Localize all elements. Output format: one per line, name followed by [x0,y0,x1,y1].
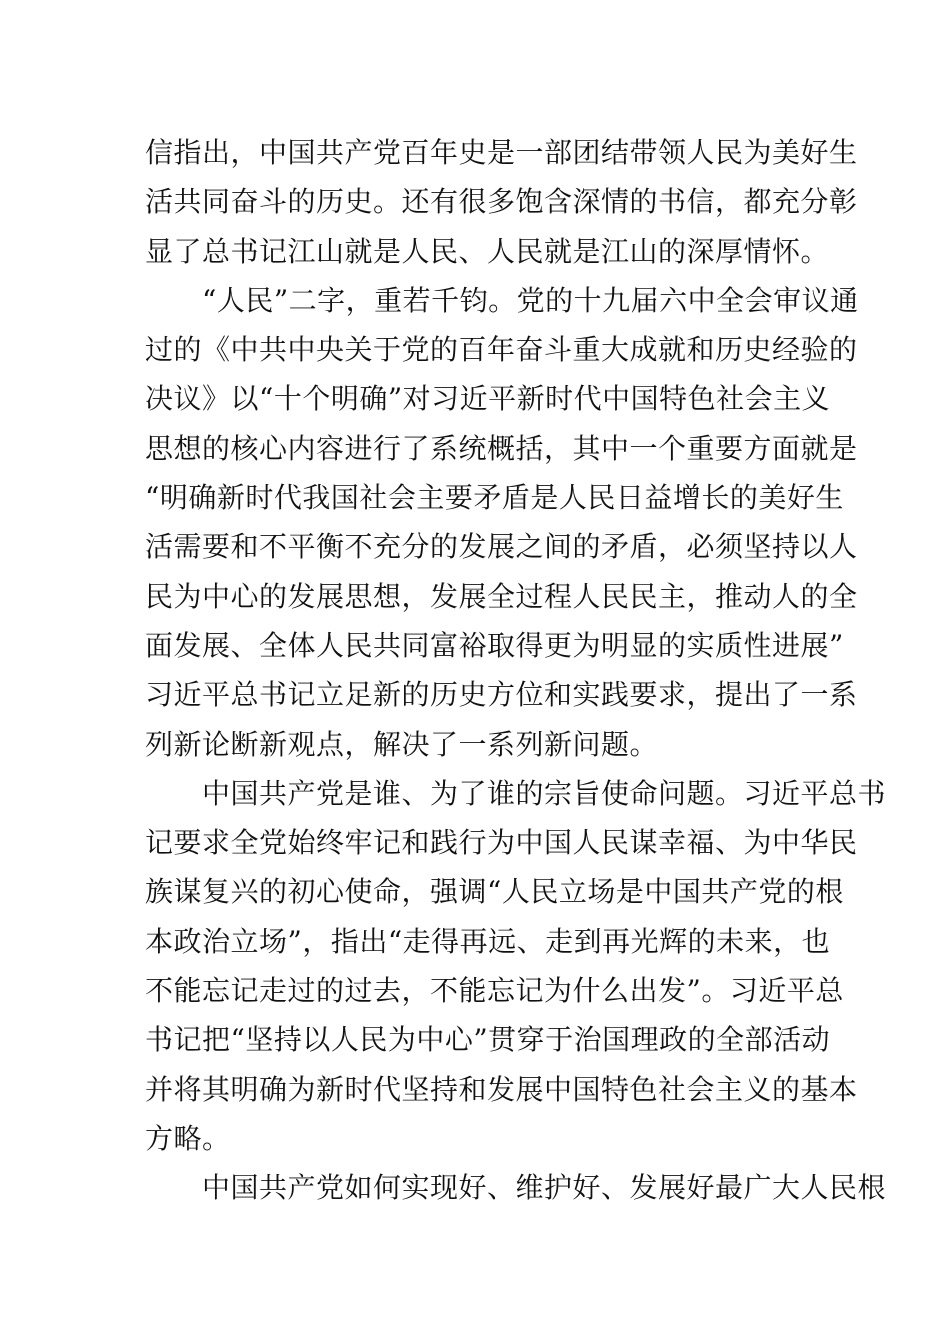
text-line-9: 活需要和不平衡不充分的发展之间的矛盾，必须坚持以人 [145,530,858,564]
text-line-8: “明确新时代我国社会主要矛盾是人民日益增长的美好生 [145,481,844,515]
text-line-15: 记要求全党始终牢记和践行为中国人民谋幸福、为中华民 [145,826,858,860]
text-line-4: “人民”二字，重若千钧。党的十九届六中全会审议通 [145,283,859,317]
text-line-3: 显了总书记江山就是人民、人民就是江山的深厚情怀。 [145,234,830,268]
text-line-11: 面发展、全体人民共同富裕取得更为明显的实质性进展” [145,628,844,662]
text-line-17: 本政治立场”，指出“走得再远、走到再光辉的未来，也 [145,924,831,958]
text-line-22: 中国共产党如何实现好、维护好、发展好最广大人民根 [145,1171,887,1205]
text-line-21: 方略。 [145,1121,231,1155]
document-body [145,128,887,1213]
text-line-18: 不能忘记走过的过去，不能忘记为什么出发”。习近平总 [145,974,844,1008]
text-line-13: 列新论断新观点，解决了一系列新问题。 [145,727,659,761]
text-line-5: 过的《中共中央关于党的百年奋斗重大成就和历史经验的 [145,333,858,367]
text-line-12: 习近平总书记立足新的历史方位和实践要求，提出了一系 [145,678,858,712]
text-line-7: 思想的核心内容进行了系统概括，其中一个重要方面就是 [145,431,858,465]
text-line-2: 活共同奋斗的历史。还有很多饱含深情的书信，都充分彰 [145,185,858,219]
text-line-14: 中国共产党是谁、为了谁的宗旨使命问题。习近平总书 [145,776,887,810]
text-line-19: 书记把“坚持以人民为中心”贯穿于治国理政的全部活动 [145,1023,831,1057]
text-line-16: 族谋复兴的初心使命，强调“人民立场是中国共产党的根 [145,875,844,909]
text-line-10: 民为中心的发展思想，发展全过程人民民主，推动人的全 [145,579,858,613]
text-line-20: 并将其明确为新时代坚持和发展中国特色社会主义的基本 [145,1072,858,1106]
text-line-1: 信指出，中国共产党百年史是一部团结带领人民为美好生 [145,136,858,169]
text-line-6: 决议》以“十个明确”对习近平新时代中国特色社会主义 [145,382,831,416]
